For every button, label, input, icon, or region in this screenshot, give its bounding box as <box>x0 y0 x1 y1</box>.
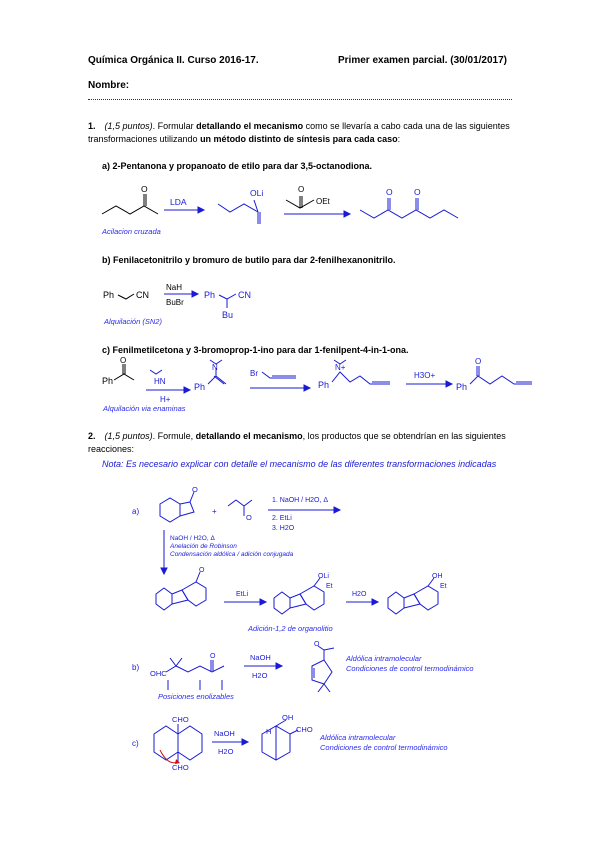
q1c-nplus: N+ <box>335 363 346 372</box>
q1-intro-bold1: detallando el mecanismo <box>196 121 304 131</box>
q2b-naoh: NaOH <box>250 653 271 662</box>
q1b-bubr: BuBr <box>166 298 184 307</box>
q1b-prod-bu: Bu <box>222 310 234 320</box>
q2-intro-pre: . Formule, <box>152 431 196 441</box>
q1c-hplus: H+ <box>160 395 171 404</box>
q2-intro <box>88 430 514 456</box>
q2c-notes <box>320 733 448 753</box>
q2b-prod-o: O <box>314 641 320 648</box>
q1a-oli: OLi <box>250 188 264 198</box>
q2b-note2: Condiciones de control termodinámico <box>346 664 474 673</box>
q2a-etli: EtLi <box>236 591 249 598</box>
q2a-oh: OH <box>432 573 443 580</box>
q1-intro-bold2: un método distinto de síntesis para cada caso <box>200 134 398 144</box>
q1a-prod-o1: O <box>386 187 393 197</box>
q1a-prod-o2: O <box>414 187 421 197</box>
q1c-title: c) Fenilmetilcetona y 3-bromoprop-1-ino para dar 1-fenilpent-4-in-1-ona. <box>102 345 409 355</box>
q1-points: (1,5 puntos) <box>104 121 153 131</box>
q1b-ph: Ph <box>103 290 115 300</box>
q2a-side3: Condensación aldólica / adición conjugada <box>170 551 294 558</box>
q2a-scheme <box>0 484 599 644</box>
q1a-note: Acilacion cruzada <box>102 227 161 236</box>
q1b-prod-ph: Ph <box>204 290 216 300</box>
q2-note: Nota: Es necesario explicar con detalle el mecanismo de las diferentes transformaciones indicadas <box>102 459 497 469</box>
q1c-ph: Ph <box>102 376 114 386</box>
q2a-step1: 1. NaOH / H2O, Δ <box>272 497 329 504</box>
q2c-scheme <box>0 712 599 782</box>
q2c-cho3: CHO <box>296 725 313 734</box>
q1c-prod-o: O <box>475 357 482 366</box>
q1c-br: Br <box>250 369 258 378</box>
q2a-step3: 3. H2O <box>272 525 295 532</box>
q2a-alkoxide-et: Et <box>326 583 333 590</box>
q1-number: 1. <box>88 121 96 131</box>
q2a-oli: OLi <box>318 573 329 580</box>
q1a-lda: LDA <box>170 197 187 207</box>
q2-points: (1,5 puntos) <box>104 431 153 441</box>
q1-intro-pre: . Formular <box>152 121 197 131</box>
q1-intro-mid: como se llevaría a cabo cada una de las siguientes transformaciones utilizando <box>88 121 510 144</box>
q1b-prod-cn: CN <box>238 290 251 300</box>
q1c-n: N <box>212 363 218 372</box>
q1-intro-end: : <box>397 134 401 144</box>
q2c-cho2: CHO <box>172 763 189 772</box>
q2a-step2: 2. EtLi <box>272 515 292 522</box>
q2-number: 2. <box>88 431 96 441</box>
q2c-note1: Aldólica intramolecular <box>320 733 396 742</box>
q1a-ketone-o: O <box>141 184 148 194</box>
q2a-enone-o: O <box>199 567 205 574</box>
q2b-under: Posiciones enolizables <box>158 692 234 701</box>
q2b-label: b) <box>132 663 140 672</box>
q1b-note: Alquilación (SN2) <box>104 317 162 326</box>
q1b-cn: CN <box>136 290 149 300</box>
q2c-note2: Condiciones de control termodinámico <box>320 743 448 752</box>
q2c-oh: OH <box>282 713 294 722</box>
q1a-oet: OEt <box>316 197 330 206</box>
q2a-plus: + <box>212 507 217 516</box>
q2b-h2o: H2O <box>252 671 268 680</box>
q2a-alcohol-et: Et <box>440 583 447 590</box>
q1c-iminium-ph: Ph <box>318 380 330 390</box>
q2c-label: c) <box>132 739 139 748</box>
q1c-note: Alquilación via enaminas <box>103 404 186 413</box>
q2a-h2o: H2O <box>352 591 367 598</box>
name-label: Nombre: <box>88 80 130 91</box>
q1c-prod-ph: Ph <box>456 382 468 392</box>
q2a-mvk-o: O <box>246 513 252 522</box>
q2c-naoh: NaOH <box>214 729 235 738</box>
q2a-side1: NaOH / H2O, Δ <box>170 535 215 542</box>
q1c-h3o: H3O+ <box>414 371 436 380</box>
q1b-nah: NaH <box>166 283 183 292</box>
q2c-h2o: H2O <box>218 747 234 756</box>
q1c-o: O <box>120 356 127 365</box>
q1b-title: b) Fenilacetonitrilo y bromuro de butilo para dar 2-fenilhexanonitrilo. <box>102 255 396 265</box>
q1c-scheme <box>0 356 599 416</box>
q2b-o: O <box>210 653 216 660</box>
q2a-side2: Anelación de Robinson <box>170 543 237 550</box>
q2a-note: Adición-1,2 de organolitio <box>248 624 333 633</box>
q2b-ohc: OHC <box>150 669 167 678</box>
q1a-title: a) 2-Pentanona y propanoato de etilo para dar 3,5-octanodiona. <box>102 161 373 171</box>
q2b-notes <box>346 654 474 674</box>
q2a-label: a) <box>132 507 140 516</box>
q2b-scheme <box>0 641 599 704</box>
name-line <box>88 99 512 100</box>
exam-title: Primer examen parcial. (30/01/2017) <box>338 55 507 66</box>
q2-intro-bold: detallando el mecanismo <box>195 431 303 441</box>
q1b-scheme <box>0 280 599 330</box>
course-title: Química Orgánica II. Curso 2016-17. <box>88 55 259 66</box>
q1-intro <box>88 120 514 146</box>
q1a-ester-o: O <box>298 185 305 194</box>
q2b-note1: Aldólica intramolecular <box>346 654 422 663</box>
q1c-enamine-ph: Ph <box>194 382 206 392</box>
q2c-h: H <box>266 727 272 736</box>
q2-intro-end: , los productos que se obtendrían en las siguientes reacciones: <box>88 431 506 454</box>
q1a-scheme <box>0 178 599 238</box>
q2a-indanone-o: O <box>192 485 198 494</box>
q1c-hn: HN <box>154 377 166 386</box>
q2c-cho1: CHO <box>172 715 189 724</box>
